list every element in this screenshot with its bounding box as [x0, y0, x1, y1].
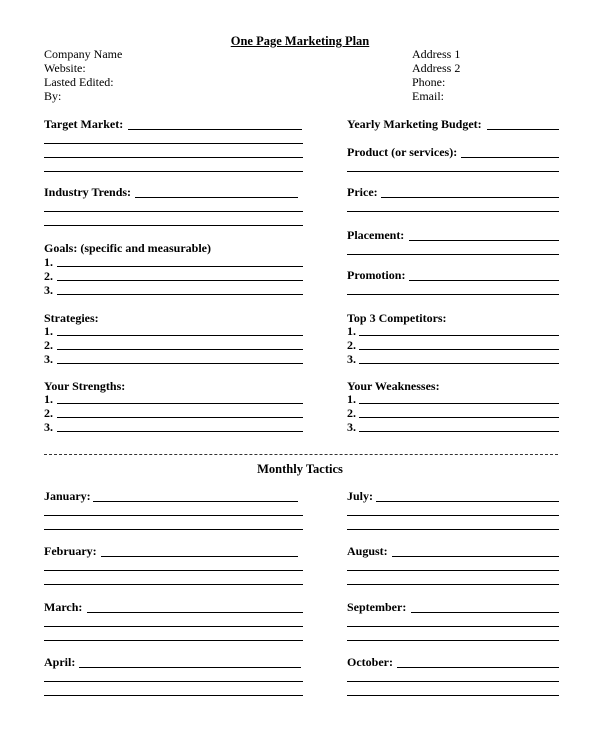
strengths-number-1: 1. [44, 392, 53, 406]
competitors-number-2: 2. [347, 338, 356, 352]
july-label: July: [347, 489, 374, 503]
promotion-field[interactable] [409, 280, 559, 281]
march-field[interactable] [87, 612, 303, 613]
october-line-2[interactable] [347, 681, 559, 682]
july-line-2[interactable] [347, 515, 559, 516]
price-label: Price: [347, 185, 378, 199]
september-field[interactable] [411, 612, 559, 613]
website-label: Website: [44, 61, 86, 75]
january-label: January: [44, 489, 91, 503]
april-line-3[interactable] [44, 695, 303, 696]
industry-trends-line-3[interactable] [44, 225, 303, 226]
competitors-number-3: 3. [347, 352, 356, 366]
january-line-2[interactable] [44, 515, 303, 516]
strengths-label: Your Strengths: [44, 379, 126, 393]
product-field[interactable] [461, 157, 559, 158]
february-line-3[interactable] [44, 584, 303, 585]
february-label: February: [44, 544, 97, 558]
last-edited-label: Lasted Edited: [44, 75, 114, 89]
goals-label: Goals: (specific and measurable) [44, 241, 211, 255]
industry-trends-field[interactable] [135, 197, 298, 198]
goals-field-3[interactable] [57, 294, 303, 295]
promotion-line-2[interactable] [347, 294, 559, 295]
september-label: September: [347, 600, 407, 614]
strengths-number-3: 3. [44, 420, 53, 434]
april-label: April: [44, 655, 76, 669]
target-market-label: Target Market: [44, 117, 124, 131]
weaknesses-field-1[interactable] [359, 403, 559, 404]
july-line-3[interactable] [347, 529, 559, 530]
strategies-number-2: 2. [44, 338, 53, 352]
strategies-field-1[interactable] [57, 335, 303, 336]
september-line-2[interactable] [347, 626, 559, 627]
target-market-line-3[interactable] [44, 157, 303, 158]
target-market-line-2[interactable] [44, 143, 303, 144]
competitors-field-2[interactable] [359, 349, 559, 350]
august-field[interactable] [392, 556, 559, 557]
email-label: Email: [412, 89, 444, 103]
august-line-2[interactable] [347, 570, 559, 571]
strengths-number-2: 2. [44, 406, 53, 420]
phone-label: Phone: [412, 75, 446, 89]
weaknesses-number-2: 2. [347, 406, 356, 420]
february-field[interactable] [101, 556, 298, 557]
march-line-2[interactable] [44, 626, 303, 627]
monthly-tactics-heading: Monthly Tactics [257, 462, 343, 476]
goals-number-2: 2. [44, 269, 53, 283]
placement-field[interactable] [409, 240, 559, 241]
target-market-line-4[interactable] [44, 171, 303, 172]
september-line-3[interactable] [347, 640, 559, 641]
weaknesses-label: Your Weaknesses: [347, 379, 440, 393]
january-line-3[interactable] [44, 529, 303, 530]
strategies-number-1: 1. [44, 324, 53, 338]
promotion-label: Promotion: [347, 268, 406, 282]
goals-field-2[interactable] [57, 280, 303, 281]
weaknesses-field-2[interactable] [359, 417, 559, 418]
placement-label: Placement: [347, 228, 405, 242]
budget-label: Yearly Marketing Budget: [347, 117, 482, 131]
august-label: August: [347, 544, 388, 558]
page-title: One Page Marketing Plan [230, 34, 370, 48]
industry-trends-label: Industry Trends: [44, 185, 132, 199]
company-name-label: Company Name [44, 47, 123, 61]
august-line-3[interactable] [347, 584, 559, 585]
strategies-label: Strategies: [44, 311, 99, 325]
october-field[interactable] [397, 667, 559, 668]
by-label: By: [44, 89, 62, 103]
competitors-label: Top 3 Competitors: [347, 311, 447, 325]
goals-field-1[interactable] [57, 266, 303, 267]
section-divider [44, 454, 558, 455]
product-label: Product (or services): [347, 145, 458, 159]
product-line-2[interactable] [347, 171, 559, 172]
placement-line-2[interactable] [347, 254, 559, 255]
april-line-2[interactable] [44, 681, 303, 682]
budget-field[interactable] [487, 129, 559, 130]
target-market-field[interactable] [128, 129, 302, 130]
price-line-2[interactable] [347, 211, 559, 212]
competitors-field-3[interactable] [359, 363, 559, 364]
goals-number-3: 3. [44, 283, 53, 297]
competitors-field-1[interactable] [359, 335, 559, 336]
weaknesses-number-1: 1. [347, 392, 356, 406]
february-line-2[interactable] [44, 570, 303, 571]
weaknesses-number-3: 3. [347, 420, 356, 434]
address-2-label: Address 2 [412, 61, 461, 75]
july-field[interactable] [376, 501, 559, 502]
industry-trends-line-2[interactable] [44, 211, 303, 212]
strategies-number-3: 3. [44, 352, 53, 366]
april-field[interactable] [79, 667, 301, 668]
strengths-field-2[interactable] [57, 417, 303, 418]
strategies-field-2[interactable] [57, 349, 303, 350]
address-1-label: Address 1 [412, 47, 461, 61]
strengths-field-1[interactable] [57, 403, 303, 404]
weaknesses-field-3[interactable] [359, 431, 559, 432]
march-label: March: [44, 600, 83, 614]
strategies-field-3[interactable] [57, 363, 303, 364]
strengths-field-3[interactable] [57, 431, 303, 432]
march-line-3[interactable] [44, 640, 303, 641]
january-field[interactable] [93, 501, 298, 502]
goals-number-1: 1. [44, 255, 53, 269]
price-field[interactable] [381, 197, 559, 198]
october-label: October: [347, 655, 393, 669]
competitors-number-1: 1. [347, 324, 356, 338]
october-line-3[interactable] [347, 695, 559, 696]
